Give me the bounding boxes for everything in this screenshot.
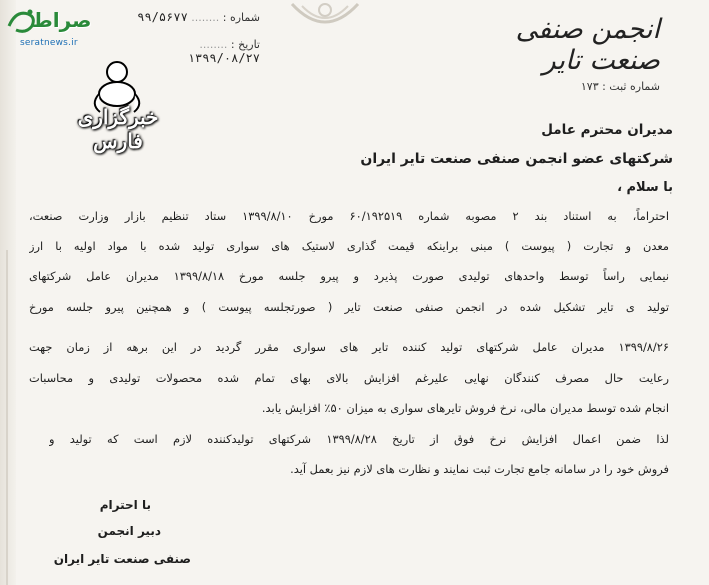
registration-number: شماره ثبت : ۱۷۳ <box>580 80 660 93</box>
letter-greeting: با سلام ، <box>617 180 673 195</box>
body-line: رعایت حال مصرف کنندگان نهایی علیرغم افزایش بالای بهای تمام شده محصولات تولیدی و محاسبات <box>29 371 669 385</box>
letter-date-label: تاریخ : <box>230 38 260 51</box>
organization-title: انجمن صنفی صنعت تایر <box>515 14 660 76</box>
letter-number-row: شماره : ........ ۹۹/۵۶۷۷ <box>137 10 260 24</box>
body-line: لذا ضمن اعمال افزایش نرخ فوق از تاریخ ۱۳۹۹/۸/۲۸ شرکتهای تولیدکننده لازم است که تولید و <box>49 432 669 446</box>
letter-number-value: ۹۹/۵۶۷۷ <box>137 10 188 24</box>
body-line: ۱۳۹۹/۸/۲۶ مدیران عامل شرکتهای تولید کننده تایر های سواری مقرر گردید در این برهه از زمان جهت <box>29 340 669 354</box>
letter-salutation: مدیران محترم عامل <box>541 122 673 138</box>
signer-title: دبیر انجمن <box>97 524 161 538</box>
serat-news-watermark <box>4 2 114 48</box>
closing-regards: با احترام <box>99 498 151 512</box>
watermark-brand: صراط <box>32 8 92 32</box>
body-line: فروش خود را در سامانه جامع تجارت ثبت نمایند و نظارت های لازم نیز بعمل آید. <box>290 462 669 476</box>
fars-agency-name: خبرگزاری فارس <box>77 105 159 153</box>
body-line: تولید ی تایر تشکیل شده در انجمن صنفی صنعت تایر ( صورتجلسه پیوست ) و همچنین پیرو جلسه مورخ <box>29 300 669 314</box>
association-emblem-icon <box>286 0 364 34</box>
page-fold-line <box>6 250 8 585</box>
signer-organization: صنفی صنعت تایر ایران <box>53 552 191 566</box>
watermark-url: seratnews.ir <box>20 38 78 48</box>
letter-recipient: شرکتهای عضو انجمن صنفی صنعت تایر ایران <box>360 151 673 167</box>
letter-date-row: تاریخ : ........ ۱۳۹۹/۰۸/۲۷ <box>187 38 260 65</box>
letter-date-value: ۱۳۹۹/۰۸/۲۷ <box>187 51 260 65</box>
body-line: معدن و تجارت ( پیوست ) مبنی براینکه قیمت گذاری لاستیک های سواری تولید شده با مواد اولیه با ارز <box>29 239 669 253</box>
body-line: احتراماً، به استناد بند ۲ مصوبه شماره ۶۰/۱۹۲۵۱۹ مورخ ۱۳۹۹/۸/۱۰ ستاد تنظیم بازار وزارت صنعت، <box>29 209 669 223</box>
letter-number-label: شماره : <box>222 11 260 24</box>
body-line: انجام شده توسط مدیران مالی، نرخ فروش تایرهای سواری به میزان ۵۰٪ افزایش یابد. <box>261 401 669 415</box>
body-line: نیمایی راساً توسط واحدهای تولیدی صورت پذیرد و پیرو جلسه مورخ ۱۳۹۹/۸/۱۸ مدیران عامل شرکتهای <box>29 269 669 283</box>
page-left-edge <box>0 0 16 585</box>
